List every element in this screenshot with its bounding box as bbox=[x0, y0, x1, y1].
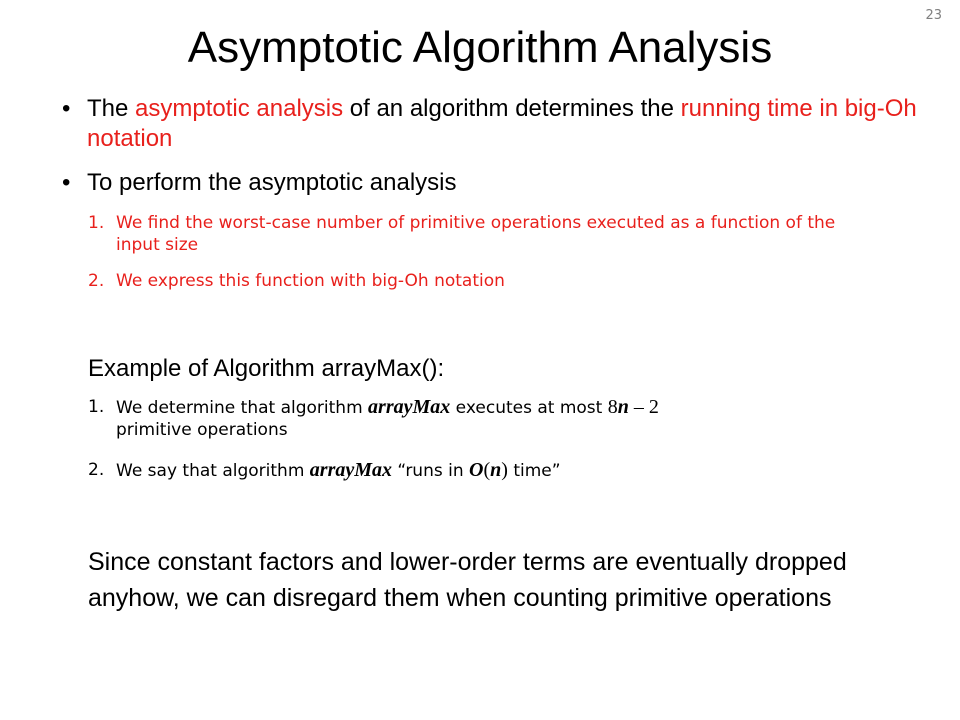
list-number: 2. bbox=[88, 460, 105, 480]
list-number: 1. bbox=[88, 397, 105, 417]
analysis-steps-list bbox=[88, 212, 878, 292]
list-item: 2. We say that algorithm arrayMax “runs in O(n) time” bbox=[88, 459, 561, 481]
list-item bbox=[88, 212, 878, 256]
list-text: We find the worst-case number of primitive operations executed as a function of the input size bbox=[116, 213, 836, 255]
list-item bbox=[88, 270, 878, 292]
bullet-perform-analysis bbox=[62, 168, 922, 198]
conclusion-paragraph: Since constant factors and lower-order terms are eventually dropped anyhow, we can disregard them when counting primitive operations bbox=[88, 548, 847, 612]
example-heading: Example of Algorithm arrayMax(): bbox=[88, 355, 445, 382]
example-list bbox=[88, 396, 878, 482]
list-text: We express this function with big-Oh notation bbox=[116, 271, 505, 291]
expression-rest: – 2 bbox=[628, 396, 659, 418]
bullet-icon: • bbox=[62, 95, 71, 122]
list-item: 1. We determine that algorithm arrayMax executes at most 8n – 2 primitive operations bbox=[88, 396, 659, 440]
highlight-asymptotic-analysis: asymptotic analysis bbox=[135, 95, 344, 122]
list-number: 2. bbox=[88, 271, 105, 291]
bullet-asymptotic-analysis bbox=[62, 94, 922, 154]
highlight-running-time: running time in big-Oh notation bbox=[87, 95, 917, 152]
bullet-text: To perform the asymptotic analysis bbox=[87, 169, 457, 196]
slide-title: Asymptotic Algorithm Analysis bbox=[187, 23, 773, 72]
list-number: 1. bbox=[88, 213, 105, 233]
big-o-variable: n bbox=[490, 459, 502, 481]
slide-number: 23 bbox=[925, 8, 942, 23]
algorithm-name: arrayMax bbox=[309, 459, 393, 481]
big-o-symbol: O bbox=[469, 459, 484, 481]
bullet-text: The asymptotic analysis of an algorithm determines the running time in big-Oh notation bbox=[87, 95, 917, 152]
expression-variable: n bbox=[617, 396, 629, 418]
bullet-icon: • bbox=[62, 169, 71, 196]
algorithm-name: arrayMax bbox=[368, 396, 451, 418]
expression-coefficient: 8 bbox=[607, 396, 618, 418]
